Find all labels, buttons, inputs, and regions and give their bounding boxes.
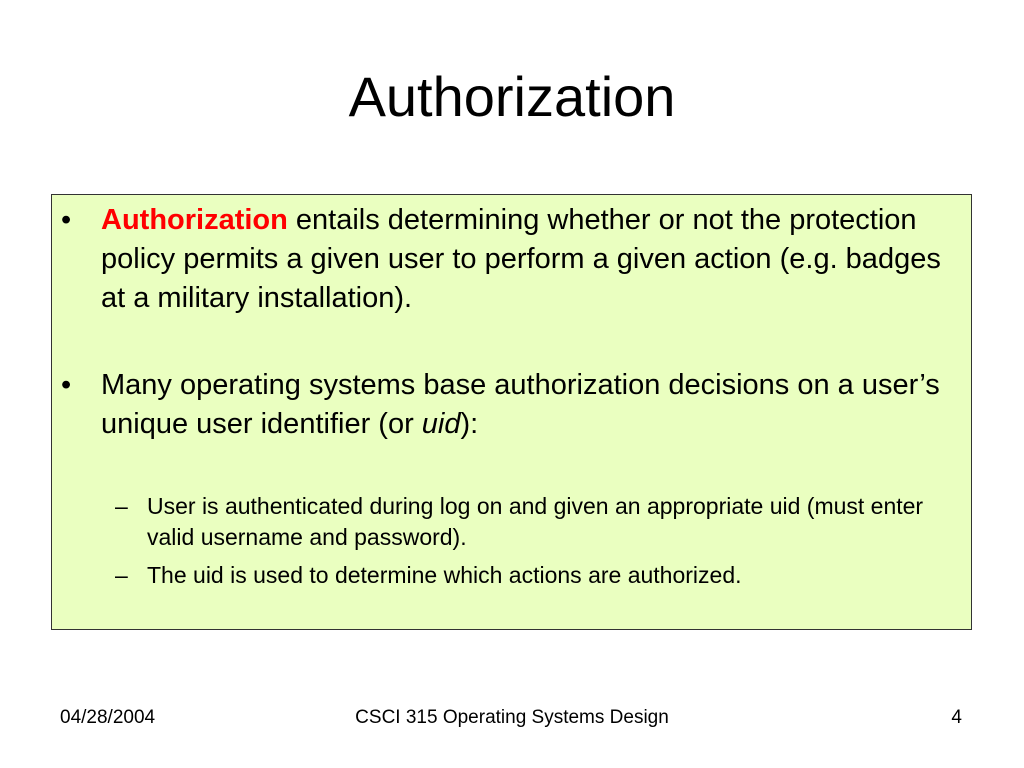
bullet-marker: • xyxy=(61,369,72,401)
sub-bullet-marker: – xyxy=(115,562,128,588)
bullet-italic-term: uid xyxy=(421,408,461,440)
footer-date: 04/28/2004 xyxy=(60,707,156,728)
bullet-uid-decisions xyxy=(61,366,961,444)
content-box xyxy=(51,194,972,630)
footer-course-title: CSCI 315 Operating Systems Design xyxy=(355,707,669,728)
sub-bullet-uid-usage xyxy=(115,560,962,591)
bullet-marker: • xyxy=(61,204,72,236)
slide-title: Authorization xyxy=(348,65,676,128)
sub-bullet-marker: – xyxy=(115,493,128,519)
bullet-keyword: Authorization xyxy=(101,204,288,236)
sub-bullet-text: The uid is used to determine which actions are authorized. xyxy=(147,562,742,588)
bullet-text: entails determining whether or not the protection policy permits a given user to perform a given action (e.g. badges at a military installation). xyxy=(101,204,941,314)
footer-page-number: 4 xyxy=(951,707,962,728)
bullet-authorization-definition xyxy=(61,201,961,318)
sub-bullet-authenticated xyxy=(115,491,962,553)
bullet-text-before: Many operating systems base authorization decisions on a user’s unique user identifier (or xyxy=(101,369,940,440)
sub-bullet-text: User is authenticated during log on and given an appropriate uid (must enter valid username and password). xyxy=(147,493,924,550)
bullet-text-after: ): xyxy=(460,408,479,440)
